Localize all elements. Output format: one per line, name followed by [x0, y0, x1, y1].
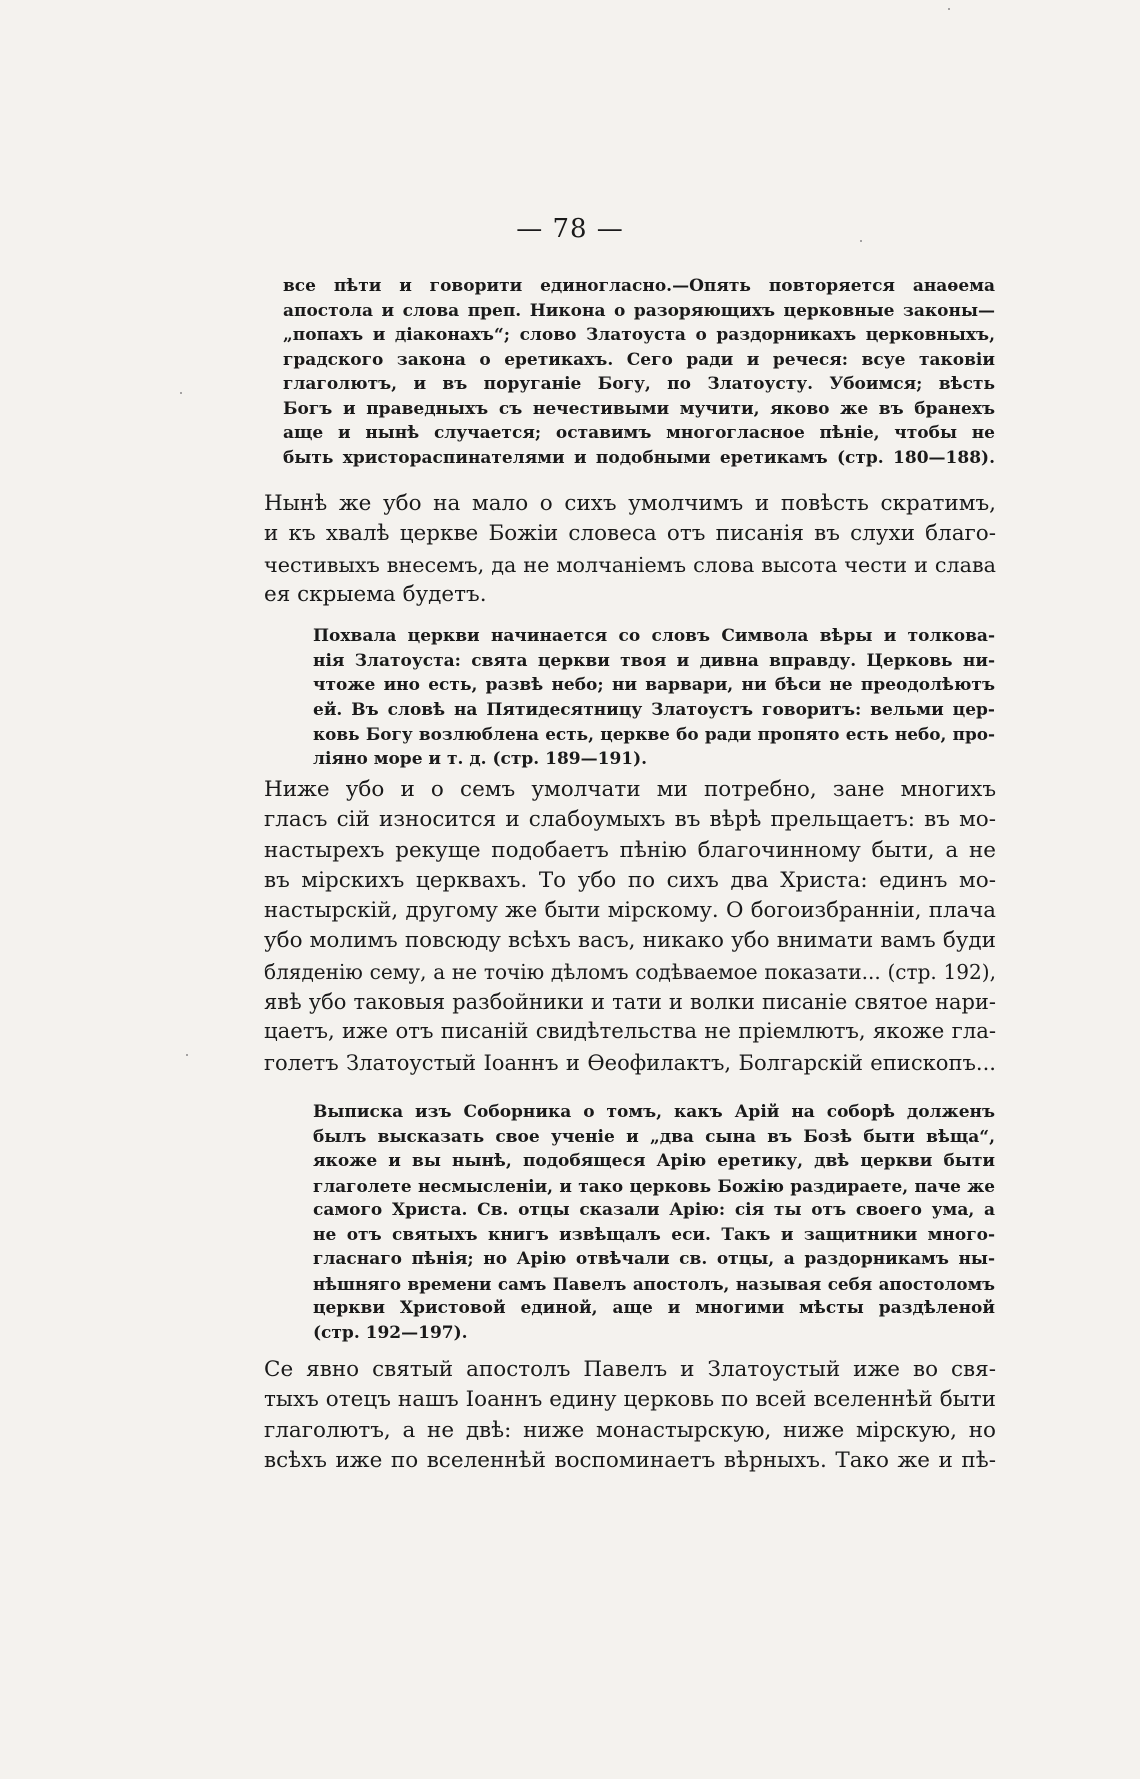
text-line: глаголете несмысленіи, и тако церковь Божію раздираете, паче же: [313, 1175, 995, 1196]
text-line: „попахъ и діаконахъ“; слово Златоуста о раздорникахъ церковныхъ,: [283, 325, 995, 345]
text-line: Богъ и праведныхъ съ нечестивыми мучити, яково же въ бранехъ: [283, 398, 995, 419]
text-line: бляденію сему, а не точію дѣломъ содѣваемое показати... (стр. 192),: [264, 959, 996, 984]
text-line: нія Златоуста: свята церкви твоя и дивна вправду. Церковь ни-: [313, 650, 995, 671]
text-line: честивыхъ внесемъ, да не молчаніемъ слова высота чести и слава: [264, 552, 996, 577]
text-line: и къ хвалѣ церкве Божіи словеса отъ писанія въ слухи благо-: [264, 521, 996, 547]
text-line: настырскій, другому же быти мірскому. О богоизбранніи, плача: [264, 898, 996, 924]
text-line: въ мірскихъ церквахъ. То убо по сихъ два Христа: единъ мо-: [264, 867, 996, 893]
text-line: не отъ святыхъ книгъ извѣщалъ еси. Такъ и защитники много-: [313, 1224, 995, 1245]
commentary-paragraph: [283, 274, 995, 470]
text-line: чтоже ино есть, развѣ небо; ни варвари, ни бѣси не преодолѣютъ: [313, 675, 995, 695]
text-line: ковь Богу возлюблена есть, церкве бо ради пропято есть небо, про-: [313, 724, 995, 744]
scan-speck: [948, 8, 950, 10]
text-line: голетъ Златоустый Іоаннъ и Ѳеофилактъ, Болгарскій епископъ...: [264, 1049, 996, 1075]
text-line: явѣ убо таковыя разбойники и тати и волки писаніе святое нари-: [264, 990, 996, 1015]
quotation-paragraph: [264, 489, 996, 610]
text-line: убо молимъ повсюду всѣхъ васъ, никако убо внимати вамъ буди: [264, 928, 996, 954]
text-line: якоже и вы нынѣ, подобящеся Арію еретику, двѣ церкви быти: [313, 1151, 995, 1171]
commentary-paragraph: [313, 1100, 995, 1345]
text-line: настырехъ рекуще подобаетъ пѣнію благочинному быти, а не: [264, 837, 996, 863]
scan-speck: [180, 392, 182, 394]
quotation-paragraph: [264, 775, 996, 1078]
page-number: — 78 —: [516, 214, 624, 244]
text-line: былъ высказать свое ученіе и „два сына въ Бозѣ быти вѣща“,: [313, 1126, 995, 1147]
text-line: гласъ сій износится и слабоумыхъ въ вѣрѣ прельщаетъ: въ мо-: [264, 807, 996, 833]
text-line: Выписка изъ Соборника о томъ, какъ Арій на соборѣ долженъ: [313, 1102, 995, 1122]
text-line: нѣшняго времени самъ Павелъ апостолъ, называя себя апостоломъ: [313, 1273, 995, 1294]
text-line: (стр. 192—197).: [313, 1322, 468, 1343]
text-line: ея скрыема будетъ.: [264, 581, 487, 607]
text-line: тыхъ отецъ нашъ Іоаннъ едину церковь по всей вселеннѣй быти: [264, 1387, 996, 1413]
text-line: глаголютъ, а не двѣ: ниже монастырскую, ниже мірскую, но: [264, 1417, 996, 1443]
text-line: все пѣти и говорити единогласно.—Опять повторяется анаѳема: [283, 276, 995, 296]
text-line: гласнаго пѣнія; но Арію отвѣчали св. отцы, а раздорникамъ ны-: [313, 1249, 995, 1269]
text-line: градского закона о еретикахъ. Сего ради и речеся: всуе таковіи: [283, 349, 995, 370]
text-line: ей. Въ словѣ на Пятидесятницу Златоустъ говоритъ: вельми цер-: [313, 699, 995, 720]
text-line: Нынѣ же убо на мало о сихъ умолчимъ и повѣсть скратимъ,: [264, 491, 996, 516]
text-line: быть христораспинателями и подобными еретикамъ (стр. 180—188).: [283, 447, 995, 468]
text-line: самого Христа. Св. отцы сказали Арію: сія ты отъ своего ума, а: [313, 1200, 995, 1220]
text-line: церкви Христовой единой, аще и многими мѣсты раздѣленой: [313, 1298, 995, 1318]
text-line: аще и нынѣ случается; оставимъ многогласное пѣніе, чтобы не: [283, 423, 995, 443]
quotation-paragraph: [264, 1355, 996, 1476]
text-line: Ниже убо и о семъ умолчати ми потребно, зане многихъ: [264, 777, 996, 802]
commentary-paragraph: [313, 624, 995, 771]
text-line: глаголютъ, и въ поруганіе Богу, по Златоусту. Убоимся; вѣсть: [283, 374, 995, 394]
scan-speck: [860, 240, 862, 242]
text-line: Похвала церкви начинается со словъ Символа вѣры и толкова-: [313, 626, 995, 646]
text-line: апостола и слова преп. Никона о разоряющихъ церковные законы—: [283, 300, 995, 321]
text-line: Се явно святый апостолъ Павелъ и Златоустый иже во свя-: [264, 1357, 996, 1382]
text-line: цаетъ, иже отъ писаній свидѣтельства не пріемлютъ, якоже гла-: [264, 1019, 996, 1045]
text-line: всѣхъ иже по вселеннѣй воспоминаетъ вѣрныхъ. Тако же и пѣ-: [264, 1447, 996, 1473]
text-line: ліяно море и т. д. (стр. 189—191).: [313, 748, 648, 769]
scan-speck: [186, 1054, 188, 1056]
